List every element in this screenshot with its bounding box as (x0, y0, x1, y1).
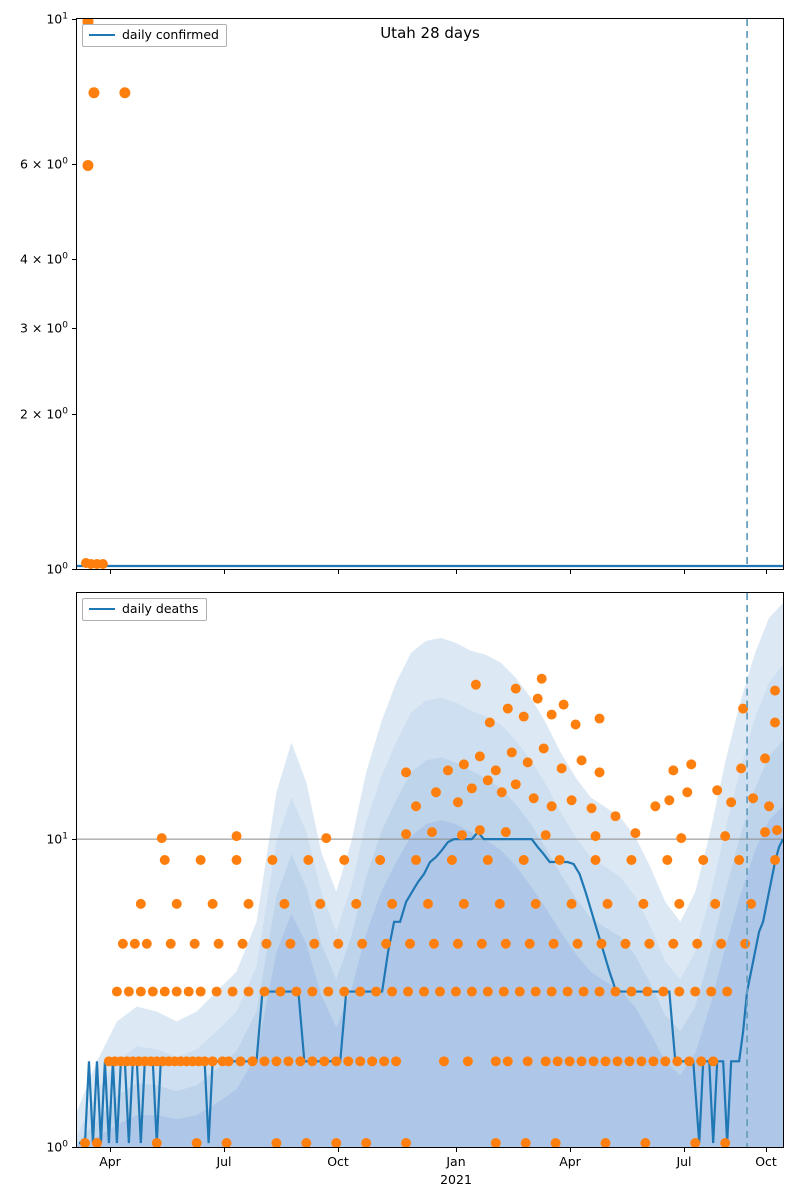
ytick-mark (72, 1147, 76, 1148)
xtick-mark (456, 570, 457, 574)
xtick-label-6: Oct (755, 1154, 777, 1169)
xtick-label-3: Jan (446, 1154, 466, 1169)
ytick-label-top5: $2 \times 10^0$ (19, 406, 68, 422)
xtick-mark (110, 1148, 111, 1152)
ytick-mark (72, 839, 76, 840)
ytick-mark (72, 569, 76, 570)
xtick-mark (456, 1148, 457, 1152)
plot-area-daily-confirmed (77, 19, 783, 569)
plot-area-daily-deaths (77, 593, 783, 1147)
xtick-mark (224, 1148, 225, 1152)
xtick-mark (766, 1148, 767, 1152)
ytick-label-top6: $10^0$ (46, 561, 68, 577)
ytick-label-top1: $10^1$ (46, 11, 68, 27)
legend-label-daily-confirmed: daily confirmed (122, 27, 219, 42)
panel-daily-deaths (46, 592, 784, 1187)
xtick-label-4: Apr (559, 1154, 581, 1169)
legend-swatch-line (89, 608, 115, 610)
xtick-mark (684, 1148, 685, 1152)
xtick-mark (224, 570, 225, 574)
ytick-mark (72, 164, 76, 165)
ytick-mark (72, 259, 76, 260)
xtick-label-5: Jul (676, 1154, 692, 1169)
legend-daily-deaths[interactable] (82, 598, 207, 621)
chart-title: Utah 28 days (380, 24, 480, 42)
xtick-mark (110, 570, 111, 574)
xtick-mark (684, 570, 685, 574)
xtick-mark (766, 570, 767, 574)
xtick-mark (338, 1148, 339, 1152)
ytick-mark (72, 328, 76, 329)
ytick-mark (72, 414, 76, 415)
xtick-mark (338, 570, 339, 574)
ytick-label-top4: $3 \times 10^0$ (19, 320, 68, 336)
xtick-label-0: Apr (99, 1154, 121, 1169)
ytick-label-bottom2: $10^0$ (46, 1139, 68, 1155)
ytick-label-top2: $6 \times 10^0$ (19, 156, 68, 172)
axes-daily-confirmed (76, 18, 784, 570)
xtick-mark (570, 1148, 571, 1152)
xaxis-year-label: 2021 (440, 1172, 472, 1187)
legend-daily-confirmed[interactable] (82, 24, 227, 47)
ytick-label-bottom1: $10^1$ (46, 831, 68, 847)
series-scatter-observations (81, 19, 130, 569)
ytick-label-top3: $4 \times 10^0$ (19, 251, 68, 267)
legend-swatch-line (89, 34, 115, 36)
xtick-label-2: Oct (327, 1154, 349, 1169)
axes-daily-deaths (76, 592, 784, 1148)
panel-daily-confirmed (19, 11, 784, 577)
legend-label-daily-deaths: daily deaths (122, 601, 199, 616)
ytick-mark (72, 19, 76, 20)
xtick-label-1: Jul (216, 1154, 232, 1169)
xtick-mark (570, 570, 571, 574)
